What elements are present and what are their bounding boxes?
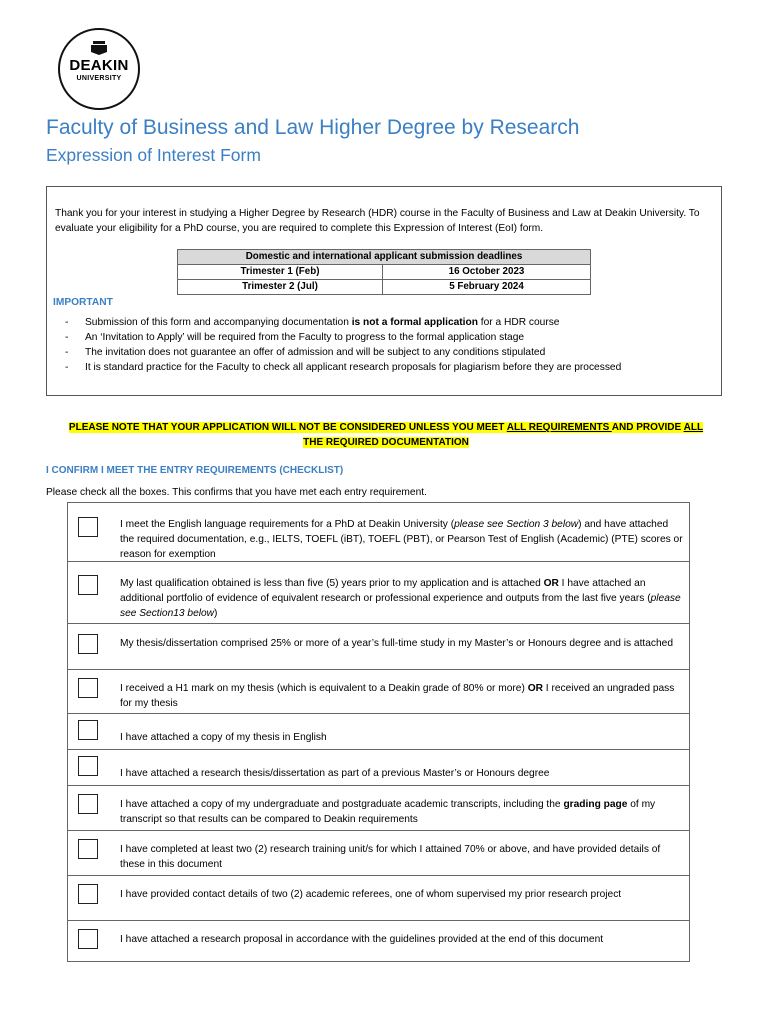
checklist-text: My thesis/dissertation comprised 25% or more of a year’s full-time study in my Master’s or Honours degree and is attached <box>120 638 674 649</box>
checkbox-thesis-comprised[interactable] <box>78 634 98 654</box>
checklist-text: I have attached a copy of my thesis in English <box>120 732 327 743</box>
important-heading: IMPORTANT <box>53 297 113 308</box>
deadline-term: Trimester 1 (Feb) <box>178 265 383 280</box>
checklist-text: I have attached a research proposal in accordance with the guidelines provided at the end of this document <box>120 934 604 945</box>
checklist-row <box>68 830 689 875</box>
checklist-table <box>67 502 690 962</box>
checklist-text: I have provided contact details of two (2) academic referees, one of whom supervised my prior research project <box>120 889 622 900</box>
deadline-term: Trimester 2 (Jul) <box>178 280 383 295</box>
checkbox-research-thesis[interactable] <box>78 756 98 776</box>
checkbox-research-proposal[interactable] <box>78 929 98 949</box>
list-item: - It is standard practice for the Faculty to check all applicant research proposals for plagiarism before they are processed <box>65 360 621 375</box>
checklist-text: I have attached a copy of my undergraduate and postgraduate academic transcripts, including the grading page of my transcript so that results can be compared to Deakin requirements <box>120 799 656 825</box>
checklist-text: I meet the English language requirements for a PhD at Deakin University (please see Section 3 below) and have attached the required documentation, e.g., IELTS, TOEFL (iBT), TOEFL (PBT), or Pearson Test of English (Academic) (PTE) scores or reason for exemption <box>120 519 683 560</box>
logo-word-university: UNIVERSITY <box>76 75 122 82</box>
checklist-row <box>68 561 689 623</box>
deadlines-table <box>177 249 591 295</box>
checkbox-thesis-english[interactable] <box>78 720 98 740</box>
checklist-row <box>68 669 689 713</box>
page-subtitle: Expression of Interest Form <box>46 145 261 165</box>
table-row <box>178 280 591 295</box>
checklist-row <box>68 503 689 561</box>
checklist-row <box>68 623 689 669</box>
checkbox-english-requirements[interactable] <box>78 517 98 537</box>
list-item: - Submission of this form and accompanying documentation is not a formal application for a HDR course <box>65 315 621 330</box>
important-list <box>65 315 621 375</box>
list-item: - The invitation does not guarantee an offer of admission and will be subject to any conditions stipulated <box>65 345 621 360</box>
checklist-row <box>68 713 689 749</box>
deadline-date: 16 October 2023 <box>383 265 591 280</box>
checklist-row <box>68 749 689 785</box>
checklist-text: I have completed at least two (2) research training unit/s for which I attained 70% or above, and have provided details of these in this document <box>120 844 661 870</box>
deadlines-header: Domestic and international applicant submission deadlines <box>178 250 591 265</box>
checklist-intro: Please check all the boxes. This confirms that you have met each entry requirement. <box>46 487 427 498</box>
deakin-crest-icon <box>91 41 107 55</box>
checklist-row <box>68 785 689 830</box>
logo-word-deakin: DEAKIN <box>69 57 129 74</box>
checklist-text: My last qualification obtained is less than five (5) years prior to my application and is attached OR I have attached an additional portfolio of evidence of equivalent research or professional experience and outputs from the last five years (please see Section13 below) <box>120 578 681 619</box>
checkbox-h1-mark[interactable] <box>78 678 98 698</box>
checklist-row <box>68 920 689 961</box>
page-title: Faculty of Business and Law Higher Degree by Research <box>46 116 580 139</box>
checkbox-last-qualification[interactable] <box>78 575 98 595</box>
checkbox-transcripts[interactable] <box>78 794 98 814</box>
requirements-notice: PLEASE NOTE THAT YOUR APPLICATION WILL NOT BE CONSIDERED UNLESS YOU MEET ALL REQUIREMENTS AND PROVIDE ALL THE REQUIRED DOCUMENTATION <box>68 422 704 448</box>
deadline-date: 5 February 2024 <box>383 280 591 295</box>
checklist-text: I received a H1 mark on my thesis (which is equivalent to a Deakin grade of 80% or more) OR I received an ungraded pass for my thesis <box>120 683 675 709</box>
checkbox-referees[interactable] <box>78 884 98 904</box>
checklist-heading: I CONFIRM I MEET THE ENTRY REQUIREMENTS (CHECKLIST) <box>46 465 344 476</box>
deakin-logo <box>58 28 140 110</box>
intro-text: Thank you for your interest in studying a Higher Degree by Research (HDR) course in the Faculty of Business and Law at Deakin University. To evaluate your eligibility for a PhD course, you are required to complete this Expression of Interest (EoI) form. <box>55 208 700 234</box>
checklist-row <box>68 875 689 920</box>
checklist-text: I have attached a research thesis/dissertation as part of a previous Master’s or Honours degree <box>120 768 550 779</box>
checkbox-research-training[interactable] <box>78 839 98 859</box>
table-row <box>178 265 591 280</box>
intro-section <box>46 186 722 396</box>
list-item: - An ‘Invitation to Apply’ will be required from the Faculty to progress to the formal application stage <box>65 330 621 345</box>
